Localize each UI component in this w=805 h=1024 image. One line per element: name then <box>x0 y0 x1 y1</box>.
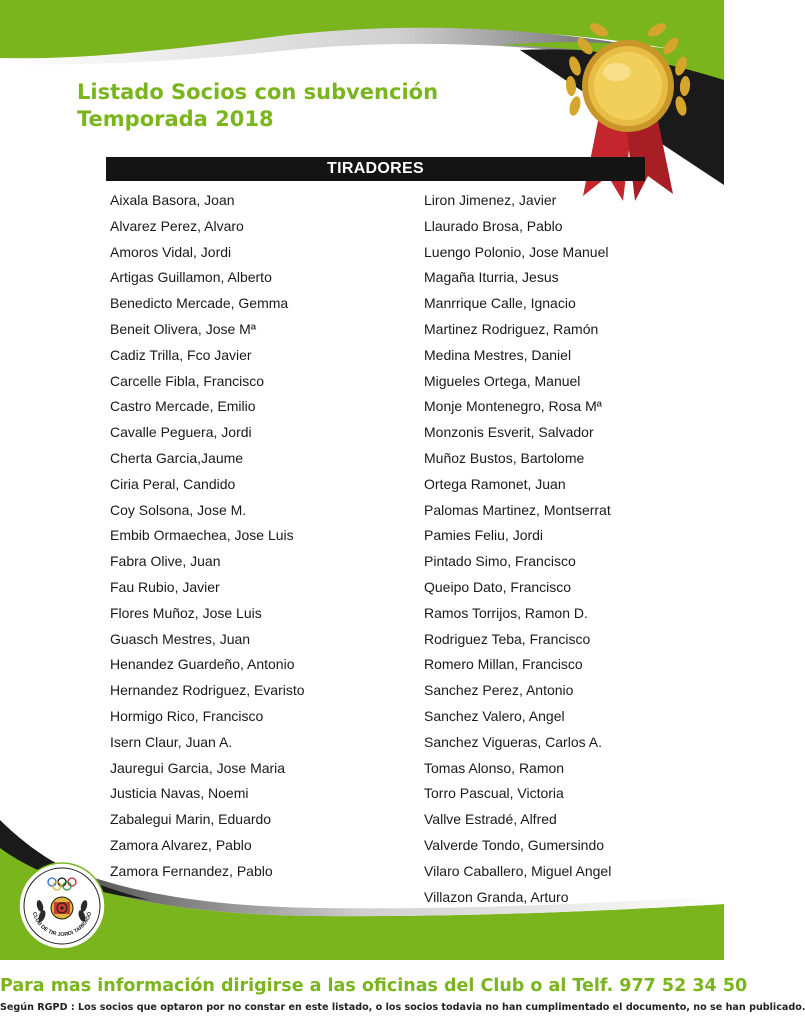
member-name: Vilaro Caballero, Miguel Angel <box>424 862 612 879</box>
member-name: Alvarez Perez, Alvaro <box>110 217 244 234</box>
title-line-2: Temporada 2018 <box>77 107 274 131</box>
members-list-right <box>424 188 611 910</box>
member-name: Magaña Iturria, Jesus <box>424 269 559 286</box>
member-name: Zamora Alvarez, Pablo <box>110 836 252 853</box>
member-name: Hormigo Rico, Francisco <box>110 707 264 724</box>
member-name: Guasch Mestres, Juan <box>110 630 251 647</box>
member-name: Flores Muñoz, Jose Luis <box>110 604 262 621</box>
footer-contact-info: Para mas información dirigirse a las oficinas del Club o al Telf. 977 52 34 50 <box>0 976 748 996</box>
member-name: Martinez Rodriguez, Ramón <box>424 320 599 337</box>
member-name: Luengo Polonio, Jose Manuel <box>424 243 609 260</box>
member-name: Fabra Olive, Juan <box>110 553 221 570</box>
member-name: Torro Pascual, Victoria <box>424 785 564 802</box>
member-name: Llaurado Brosa, Pablo <box>424 217 563 234</box>
member-name: Castro Mercade, Emilio <box>110 398 256 415</box>
member-name: Vallve Estradé, Alfred <box>424 811 557 828</box>
member-name: Sanchez Valero, Angel <box>424 707 565 724</box>
member-name: Embib Ormaechea, Jose Luis <box>110 527 294 544</box>
member-name: Artigas Guillamon, Alberto <box>110 269 272 286</box>
member-name: Medina Mestres, Daniel <box>424 346 572 363</box>
member-name: Zabalegui Marin, Eduardo <box>110 811 272 828</box>
member-name: Manrrique Calle, Ignacio <box>424 295 576 312</box>
member-name: Beneit Olivera, Jose Mª <box>110 320 257 337</box>
members-list-left <box>110 188 305 885</box>
member-name: Monje Montenegro, Rosa Mª <box>424 398 602 415</box>
member-name: Jauregui Garcia, Jose Maria <box>110 759 286 776</box>
member-name: Sanchez Perez, Antonio <box>424 682 574 699</box>
logo-text: CLUB DE TIR JORDI TARRAGÓ <box>30 911 94 939</box>
member-name: Benedicto Mercade, Gemma <box>110 295 289 312</box>
member-name: Villazon Granda, Arturo <box>424 888 569 905</box>
member-name: Hernandez Rodriguez, Evaristo <box>110 682 305 699</box>
member-name: Valverde Tondo, Gumersindo <box>424 836 605 853</box>
member-name: Migueles Ortega, Manuel <box>424 372 581 389</box>
member-name: Sanchez Vigueras, Carlos A. <box>424 733 602 750</box>
footer-decoration <box>0 820 724 980</box>
member-name: Tomas Alonso, Ramon <box>424 759 565 776</box>
member-name: Ramos Torrijos, Ramon D. <box>424 604 588 621</box>
section-header: TIRADORES <box>106 157 645 181</box>
member-name: Queipo Dato, Francisco <box>424 578 572 595</box>
member-name: Zamora Fernandez, Pablo <box>110 862 273 879</box>
member-name: Isern Claur, Juan A. <box>110 733 233 750</box>
member-name: Justicia Navas, Noemi <box>110 785 249 802</box>
member-name: Monzonis Esverit, Salvador <box>424 424 594 441</box>
member-name: Rodriguez Teba, Francisco <box>424 630 591 647</box>
member-name: Ciria Peral, Candido <box>110 475 236 492</box>
member-name: Liron Jimenez, Javier <box>424 192 557 208</box>
member-name: Amoros Vidal, Jordi <box>110 243 232 260</box>
member-name: Cherta Garcia,Jaume <box>110 449 244 466</box>
member-name: Cadiz Trilla, Fco Javier <box>110 346 252 363</box>
member-name: Pintado Simo, Francisco <box>424 553 576 570</box>
member-name: Coy Solsona, Jose M. <box>110 501 247 518</box>
title-line-1: Listado Socios con subvención <box>77 80 439 104</box>
member-name: Carcelle Fibla, Francisco <box>110 372 265 389</box>
club-logo-icon <box>18 862 106 950</box>
member-name: Fau Rubio, Javier <box>110 578 220 595</box>
member-name: Palomas Martinez, Montserrat <box>424 501 611 518</box>
page-title <box>77 79 438 133</box>
member-name: Muñoz Bustos, Bartolome <box>424 449 585 466</box>
member-name: Aixala Basora, Joan <box>110 192 235 208</box>
member-name: Pamies Feliu, Jordi <box>424 527 544 544</box>
member-name: Ortega Ramonet, Juan <box>424 475 566 492</box>
member-name: Romero Millan, Francisco <box>424 656 583 673</box>
member-name: Henandez Guardeño, Antonio <box>110 656 295 673</box>
member-name: Cavalle Peguera, Jordi <box>110 424 252 441</box>
footer-rgpd-notice: Según RGPD : Los socios que optaron por no constar en este listado, o los socios todavia no han cumplimentado el documento, no se han publicado. <box>0 1002 805 1013</box>
